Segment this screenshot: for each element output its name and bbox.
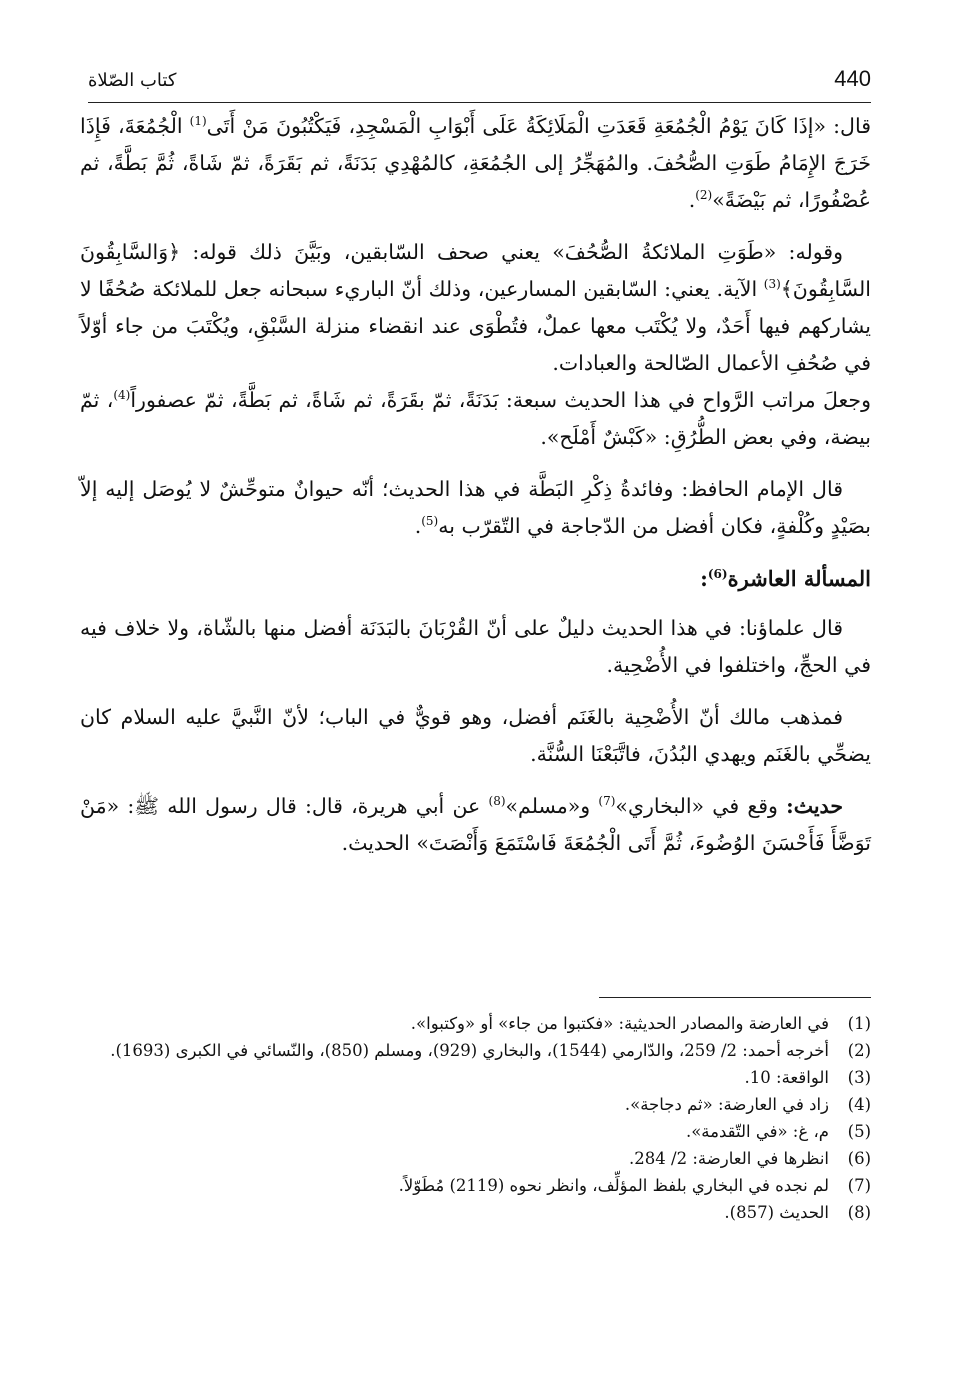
page-header bbox=[88, 66, 871, 98]
footnote-item bbox=[80, 1118, 871, 1145]
footnote-text: زاد في العارضة: «ثم دجاجة». bbox=[624, 1095, 829, 1114]
footnote-text: انظرها في العارضة: 2/ 284. bbox=[629, 1149, 829, 1168]
paragraph-text: و«مسلم» bbox=[505, 794, 599, 818]
footnote-item bbox=[80, 1010, 871, 1037]
paragraph-text: فمذهب مالك أنّ الأُضْحِية بالغَنَم أفضل، وهو قويٌّ في الباب؛ لأنّ النَّبيَّ عليه السلام كان يضحِّي بالغَنَم ويهدي البُدُنَ، فاتَّبَعْنَا السُّنَّة. bbox=[80, 705, 871, 766]
footnote-text: لم نجده في البخاري بلفظ المؤلِّف، وانظر نحوه (2119) مُطَوّلاً. bbox=[398, 1176, 829, 1195]
footnote-item bbox=[80, 1199, 871, 1226]
footnote-ref: (6) bbox=[707, 567, 728, 581]
footnote-ref: (8) bbox=[488, 794, 506, 809]
footnote-item bbox=[80, 1064, 871, 1091]
footnotes bbox=[80, 1010, 871, 1226]
header-rule bbox=[88, 102, 871, 103]
footnote-number: (8) bbox=[847, 1203, 871, 1222]
paragraph-text: وقوله: «طَوَتِ الملائكةُ الصُّحُفَ» يعني صحف السّابقين، وبَيَّنَ ذلك قوله: ﴿وَالسَّابِقُونَ السَّابِقُونَ﴾ bbox=[80, 240, 871, 301]
footnote-number: (3) bbox=[847, 1068, 871, 1087]
section-heading bbox=[80, 560, 871, 598]
footnote-number: (6) bbox=[847, 1149, 871, 1168]
paragraph-hadith-2 bbox=[80, 788, 871, 862]
footnote-item bbox=[80, 1091, 871, 1118]
hadith-label: حديث: bbox=[786, 794, 843, 818]
paragraph-text: وقع في «البخاري» bbox=[615, 794, 787, 818]
paragraph-text: الْجُمُعَةَ، فَإِذَا خَرَجَ الإِمَامُ طَوَتِ الصُّحُفَ. والمُهَجِّرُ إلى الجُمُعَةِ، كالمُهْدِي بَدَنَةً، ثم بَقَرَةً، ثمّ شَاةً، ثُمَّ بَطَّةً، ثم عُصْفُورًا، ثم بَيْضَةً» bbox=[80, 114, 871, 212]
footnote-text: الحديث (857). bbox=[724, 1203, 829, 1222]
paragraph-hadith bbox=[80, 108, 871, 219]
footnote-text: الواقعة: 10. bbox=[744, 1068, 829, 1087]
footnote-number: (7) bbox=[847, 1176, 871, 1195]
heading-text: المسألة العاشرة bbox=[727, 566, 871, 591]
paragraph-malik bbox=[80, 699, 871, 773]
running-title: كتاب الصّلاة bbox=[88, 70, 177, 91]
paragraph-hafiz bbox=[80, 471, 871, 545]
footnote-number: (4) bbox=[847, 1095, 871, 1114]
footnote-number: (5) bbox=[847, 1122, 871, 1141]
paragraph-commentary bbox=[80, 234, 871, 382]
paragraph-text: قال الإمام الحافظ: وفائدةُ ذِكْرِ البَطَّة في هذا الحديث؛ أنّه حيوانٌ متوحِّشٌ لا يُوصَل إليه إلاّ بصَيْدٍ وكُلْفةٍ، فكان أفضل من الدّجاجة في التّقرّب به bbox=[80, 477, 871, 538]
paragraph-scholars bbox=[80, 610, 871, 684]
paragraph-text: قال علماؤنا: في هذا الحديث دليلٌ على أنّ القُرْبَانَ بالبَدَنَة أفضل منها بالشّاة، ولا خلاف فيه في الحجِّ، واختلفوا في الأُضْحِية. bbox=[80, 616, 871, 677]
footnote-ref: (5) bbox=[421, 514, 439, 529]
footnote-item bbox=[80, 1172, 871, 1199]
footnote-ref: (1) bbox=[189, 114, 207, 129]
paragraph-ranks bbox=[80, 382, 871, 456]
footnote-ref: (3) bbox=[763, 277, 781, 292]
heading-text: : bbox=[700, 566, 708, 591]
footnote-number: (2) bbox=[847, 1041, 871, 1060]
paragraph-text: ، ثمّ بيضة، وفي بعض الطُّرُقِ: «كَبْشٌ أَمْلَح». bbox=[80, 388, 871, 449]
paragraph-text: عن أبي هريرة، قال: قال رسول الله ﷺ: «مَنْ تَوَضَّأَ فَأَحْسَنَ الوُضُوءَ، ثُمَّ أَتَى الْجُمُعَةَ فَاسْتَمَعَ وَأَنْصَتَ» الحديث. bbox=[80, 794, 871, 855]
paragraph-text: قال: «إذَا كَانَ يَوْمُ الْجُمُعَةِ قَعَدَتِ الْمَلَائِكَةُ عَلَى أَبْوَابِ الْمَسْجِدِ، فَيَكْتُبُونَ مَنْ أَتَى bbox=[206, 114, 872, 138]
footnote-ref: (7) bbox=[598, 794, 616, 809]
footnote-ref: (4) bbox=[113, 388, 131, 403]
footnote-item bbox=[80, 1145, 871, 1172]
footnote-item bbox=[80, 1037, 871, 1064]
footnote-text: أخرجه أحمد: 2/ 259، والدّارمي (1544)، والبخاري (929)، ومسلم (850)، والنّسائي في الكبرى (1693). bbox=[110, 1041, 829, 1060]
footnote-text: م، غ: «في التّقدمة». bbox=[685, 1122, 829, 1141]
paragraph-text: . bbox=[414, 514, 422, 538]
main-text bbox=[80, 108, 871, 877]
paragraph-text: . bbox=[688, 188, 696, 212]
footnote-rule bbox=[599, 997, 871, 998]
footnote-ref: (2) bbox=[695, 188, 713, 203]
paragraph-text: الآية. يعني: السّابقين المسارعين، وذلك أنّ الباريء سبحانه جعل للملائكة صُحُفًا لا يشاركهم فيها أَحَدٌ، ولا يُكْتَب معها عملٌ، فتُطْوَى عند انقضاء منزلة السَّبْقِ، ويُكْتَبَ من جاء أوّلاً في صُحُفِ الأعمال الصّالحة والعبادات. bbox=[80, 277, 871, 375]
paragraph-text: وجعلَ مراتب الرَّواح في هذا الحديث سبعة: بَدَنَةً، ثمّ بقَرَةً، ثم شَاةً، ثم بَطَّةً، ثمّ عصفوراً bbox=[130, 388, 871, 412]
footnote-number: (1) bbox=[847, 1014, 871, 1033]
page-number: 440 bbox=[834, 66, 871, 91]
footnote-text: في العارضة والمصادر الحديثية: «فكتبوا من جاء» أو «وكتبوا». bbox=[410, 1014, 829, 1033]
